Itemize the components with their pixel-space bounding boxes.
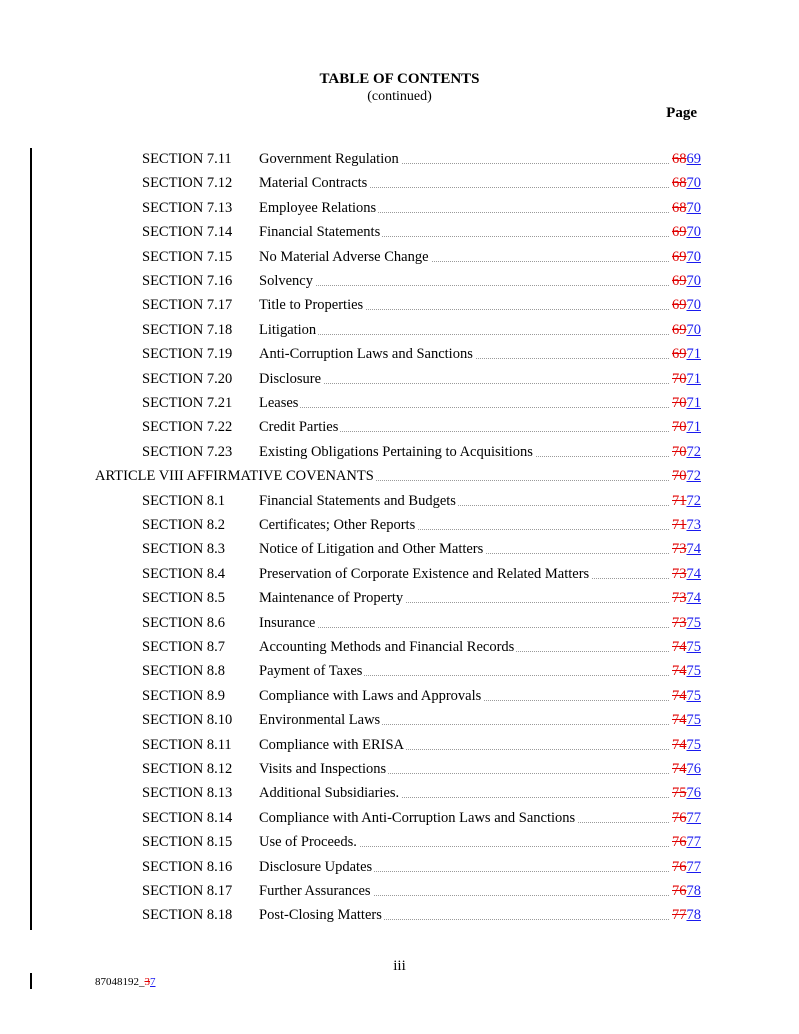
page-deleted: 68 xyxy=(672,199,687,216)
section-number: SECTION 7.11 xyxy=(142,151,232,167)
page-inserted[interactable]: 78 xyxy=(686,907,701,924)
toc-title: TABLE OF CONTENTS xyxy=(319,71,480,87)
page-deleted: 69 xyxy=(672,321,687,338)
toc-row[interactable] xyxy=(0,589,799,611)
toc-row[interactable] xyxy=(0,150,799,172)
page-reference[interactable] xyxy=(670,394,701,412)
toc-row[interactable] xyxy=(0,638,799,660)
section-number: SECTION 8.17 xyxy=(142,883,233,899)
page-reference[interactable] xyxy=(670,589,701,607)
page-deleted: 75 xyxy=(672,785,687,802)
page-deleted: 69 xyxy=(672,346,687,363)
section-number: SECTION 7.14 xyxy=(142,224,233,241)
section-title: Insurance xyxy=(259,614,316,631)
page-reference[interactable] xyxy=(670,711,701,729)
toc-row[interactable] xyxy=(0,540,799,562)
section-title: Disclosure xyxy=(259,370,322,387)
section-number: SECTION 8.12 xyxy=(142,761,233,777)
page-inserted[interactable]: 70 xyxy=(686,297,701,314)
section-title: Government Regulation xyxy=(259,151,399,167)
toc-row[interactable] xyxy=(0,272,799,294)
section-title: Anti-Corruption Laws and Sanctions xyxy=(259,346,473,363)
toc-row[interactable] xyxy=(0,784,799,806)
section-number: SECTION 8.5 xyxy=(142,590,225,607)
toc-row[interactable] xyxy=(0,321,799,343)
section-title: Preservation of Corporate Existence and Related Matters xyxy=(259,565,590,582)
page-reference[interactable] xyxy=(670,345,701,363)
section-number: SECTION 7.15 xyxy=(142,248,233,265)
toc-row[interactable] xyxy=(0,882,799,904)
page-deleted: 74 xyxy=(672,761,687,777)
page-inserted[interactable]: 70 xyxy=(686,273,701,289)
section-title: Visits and Inspections xyxy=(259,761,387,777)
page-deleted: 68 xyxy=(672,151,687,167)
section-title: Financial Statements and Budgets xyxy=(259,492,456,509)
page-inserted[interactable]: 76 xyxy=(686,761,701,777)
page-reference[interactable] xyxy=(670,296,701,314)
page-deleted: 71 xyxy=(672,517,687,533)
page-deleted: 70 xyxy=(672,443,687,460)
page-column-label: Page xyxy=(666,105,697,121)
dot-leader xyxy=(259,407,699,408)
page-deleted: 74 xyxy=(672,663,687,680)
section-number: SECTION 8.16 xyxy=(142,858,233,875)
toc-row[interactable] xyxy=(0,736,799,758)
page-reference[interactable] xyxy=(670,321,701,339)
page-deleted: 71 xyxy=(672,492,687,509)
toc-row[interactable] xyxy=(0,858,799,880)
section-title: Employee Relations xyxy=(259,199,377,216)
section-number: SECTION 7.19 xyxy=(142,346,233,363)
page-deleted: 68 xyxy=(672,175,687,192)
document-version-deleted: 3 xyxy=(144,976,150,988)
section-title: No Material Adverse Change xyxy=(259,248,429,265)
dot-leader xyxy=(259,285,699,286)
section-title: Compliance with ERISA xyxy=(259,736,404,753)
page-inserted[interactable]: 70 xyxy=(686,175,701,192)
page-reference[interactable] xyxy=(670,760,701,778)
section-number: SECTION 8.6 xyxy=(142,614,225,631)
page-inserted[interactable]: 73 xyxy=(686,517,701,533)
section-number: SECTION 7.18 xyxy=(142,321,233,338)
page-reference[interactable] xyxy=(670,858,701,876)
section-number: SECTION 8.4 xyxy=(142,565,225,582)
toc-row[interactable] xyxy=(0,662,799,684)
dot-leader xyxy=(259,627,699,628)
page-deleted: 70 xyxy=(672,395,687,411)
toc-row[interactable] xyxy=(0,492,799,514)
change-bar-footer xyxy=(30,973,32,989)
page-deleted: 73 xyxy=(672,614,687,631)
page-deleted: 70 xyxy=(672,468,687,485)
document-number-base: 87048192_ xyxy=(95,976,145,988)
page-reference[interactable] xyxy=(670,736,701,754)
page-inserted[interactable]: 76 xyxy=(686,785,701,802)
section-title: Disclosure Updates xyxy=(259,858,373,875)
page-deleted: 74 xyxy=(672,639,687,655)
section-title: Accounting Methods and Financial Records xyxy=(259,639,515,655)
toc-article-row[interactable] xyxy=(0,467,799,489)
section-title: Litigation xyxy=(259,321,317,338)
section-number: SECTION 8.14 xyxy=(142,809,233,826)
page-inserted[interactable]: 71 xyxy=(686,346,701,363)
section-title: Financial Statements xyxy=(259,224,381,241)
section-number: SECTION 7.22 xyxy=(142,419,233,436)
section-number: SECTION 8.18 xyxy=(142,907,233,924)
page-deleted: 76 xyxy=(672,809,687,826)
toc-row[interactable] xyxy=(0,199,799,221)
page-inserted[interactable]: 69 xyxy=(686,151,701,167)
page-reference[interactable] xyxy=(670,565,701,583)
toc-row[interactable] xyxy=(0,687,799,709)
page-inserted[interactable]: 74 xyxy=(686,541,701,558)
dot-leader xyxy=(259,334,699,335)
page-inserted[interactable]: 75 xyxy=(686,736,701,753)
section-title: Solvency xyxy=(259,273,313,289)
section-number: SECTION 8.7 xyxy=(142,639,225,655)
section-title: Compliance with Anti-Corruption Laws and Sanctions xyxy=(259,809,576,826)
page-inserted[interactable]: 75 xyxy=(686,663,701,680)
toc-row[interactable] xyxy=(0,418,799,440)
page-reference[interactable] xyxy=(670,223,701,241)
page-deleted: 74 xyxy=(672,736,687,753)
page-inserted[interactable]: 78 xyxy=(686,883,701,899)
page-reference[interactable] xyxy=(670,516,701,534)
toc-subtitle: (continued) xyxy=(367,89,432,104)
section-number: SECTION 8.15 xyxy=(142,834,233,851)
toc-row[interactable] xyxy=(0,345,799,367)
page-reference[interactable] xyxy=(670,882,701,900)
toc-row[interactable] xyxy=(0,809,799,831)
section-title: Leases xyxy=(259,395,299,411)
section-number: SECTION 8.8 xyxy=(142,663,225,680)
page-number: iii xyxy=(393,958,406,974)
toc-row[interactable] xyxy=(0,174,799,196)
page-reference[interactable] xyxy=(670,370,701,388)
page-reference[interactable] xyxy=(670,638,701,656)
page-inserted[interactable]: 70 xyxy=(686,199,701,216)
toc-row[interactable] xyxy=(0,614,799,636)
page-inserted[interactable]: 77 xyxy=(686,858,701,875)
toc-row[interactable] xyxy=(0,833,799,855)
toc-row[interactable] xyxy=(0,760,799,782)
page-inserted[interactable]: 75 xyxy=(686,687,701,704)
section-number: SECTION 7.17 xyxy=(142,297,233,314)
section-title: Certificates; Other Reports xyxy=(259,517,416,533)
page-reference[interactable] xyxy=(670,199,701,217)
page-inserted[interactable]: 72 xyxy=(686,468,701,485)
page-reference[interactable] xyxy=(670,467,701,485)
page-deleted: 76 xyxy=(672,883,687,899)
page-deleted: 73 xyxy=(672,541,687,558)
section-number: SECTION 7.13 xyxy=(142,199,233,216)
page-inserted[interactable]: 74 xyxy=(686,590,701,607)
page-deleted: 69 xyxy=(672,224,687,241)
section-number: SECTION 7.23 xyxy=(142,443,233,460)
section-title: Further Assurances xyxy=(259,883,371,899)
section-title: Environmental Laws xyxy=(259,712,381,729)
page-reference[interactable] xyxy=(670,248,701,266)
page-reference[interactable] xyxy=(670,150,701,168)
document-number xyxy=(95,976,156,988)
page-inserted[interactable]: 70 xyxy=(686,248,701,265)
page-inserted[interactable]: 75 xyxy=(686,614,701,631)
dot-leader xyxy=(259,383,699,384)
page-reference[interactable] xyxy=(670,809,701,827)
page-inserted[interactable]: 71 xyxy=(686,395,701,411)
page-reference[interactable] xyxy=(670,272,701,290)
page-deleted: 70 xyxy=(672,419,687,436)
page-deleted: 73 xyxy=(672,590,687,607)
page-inserted[interactable]: 71 xyxy=(686,370,701,387)
page-deleted: 69 xyxy=(672,297,687,314)
document-version-inserted: 7 xyxy=(150,976,156,988)
toc-row[interactable] xyxy=(0,296,799,318)
section-title: Payment of Taxes xyxy=(259,663,363,680)
page-deleted: 74 xyxy=(672,712,687,729)
section-number: SECTION 8.9 xyxy=(142,687,225,704)
toc-row[interactable] xyxy=(0,370,799,392)
section-title: Maintenance of Property xyxy=(259,590,404,607)
page-inserted[interactable]: 74 xyxy=(686,565,701,582)
section-title: Title to Properties xyxy=(259,297,364,314)
toc-row[interactable] xyxy=(0,443,799,465)
section-number: SECTION 8.3 xyxy=(142,541,225,558)
section-number: SECTION 8.13 xyxy=(142,785,233,802)
page-inserted[interactable]: 77 xyxy=(686,834,701,851)
section-title: Material Contracts xyxy=(259,175,368,192)
page-deleted: 74 xyxy=(672,687,687,704)
section-number: SECTION 7.20 xyxy=(142,370,233,387)
page-inserted[interactable]: 77 xyxy=(686,809,701,826)
page-inserted[interactable]: 75 xyxy=(686,712,701,729)
page-inserted[interactable]: 70 xyxy=(686,321,701,338)
section-title: Use of Proceeds. xyxy=(259,834,357,851)
page-reference[interactable] xyxy=(670,443,701,461)
page-deleted: 69 xyxy=(672,273,687,289)
page-deleted: 76 xyxy=(672,858,687,875)
toc-row[interactable] xyxy=(0,906,799,928)
page-inserted[interactable]: 70 xyxy=(686,224,701,241)
page-deleted: 76 xyxy=(672,834,687,851)
section-number: SECTION 7.21 xyxy=(142,395,233,411)
section-number: SECTION 8.10 xyxy=(142,712,233,729)
toc-row[interactable] xyxy=(0,565,799,587)
page-reference[interactable] xyxy=(670,662,701,680)
page-reference[interactable] xyxy=(670,784,701,802)
section-number: SECTION 8.1 xyxy=(142,492,225,509)
section-title: Post-Closing Matters xyxy=(259,907,382,924)
article-title: ARTICLE VIII AFFIRMATIVE COVENANTS xyxy=(95,468,374,485)
page-inserted[interactable]: 72 xyxy=(686,443,701,460)
page-reference[interactable] xyxy=(670,492,701,510)
page-deleted: 70 xyxy=(672,370,687,387)
section-title: Compliance with Laws and Approvals xyxy=(259,687,482,704)
page-reference[interactable] xyxy=(670,687,701,705)
section-number: SECTION 8.2 xyxy=(142,517,225,533)
page-reference[interactable] xyxy=(670,540,701,558)
section-title: Existing Obligations Pertaining to Acquisitions xyxy=(259,443,533,460)
page-reference[interactable] xyxy=(670,418,701,436)
toc-row[interactable] xyxy=(0,223,799,245)
page-inserted[interactable]: 75 xyxy=(686,639,701,655)
section-number: SECTION 7.12 xyxy=(142,175,233,192)
page-inserted[interactable]: 72 xyxy=(686,492,701,509)
page-reference[interactable] xyxy=(670,906,701,924)
toc-row[interactable] xyxy=(0,248,799,270)
page-reference[interactable] xyxy=(670,833,701,851)
toc-row[interactable] xyxy=(0,711,799,733)
section-title: Additional Subsidiaries. xyxy=(259,785,400,802)
section-title: Credit Parties xyxy=(259,419,339,436)
page-reference[interactable] xyxy=(670,614,701,632)
section-number: SECTION 7.16 xyxy=(142,273,233,289)
section-number: SECTION 8.11 xyxy=(142,736,232,753)
page-deleted: 77 xyxy=(672,907,687,924)
toc-row[interactable] xyxy=(0,394,799,416)
toc-row[interactable] xyxy=(0,516,799,538)
page-deleted: 73 xyxy=(672,565,687,582)
section-title: Notice of Litigation and Other Matters xyxy=(259,541,484,558)
page-deleted: 69 xyxy=(672,248,687,265)
page-inserted[interactable]: 71 xyxy=(686,419,701,436)
page-reference[interactable] xyxy=(670,174,701,192)
